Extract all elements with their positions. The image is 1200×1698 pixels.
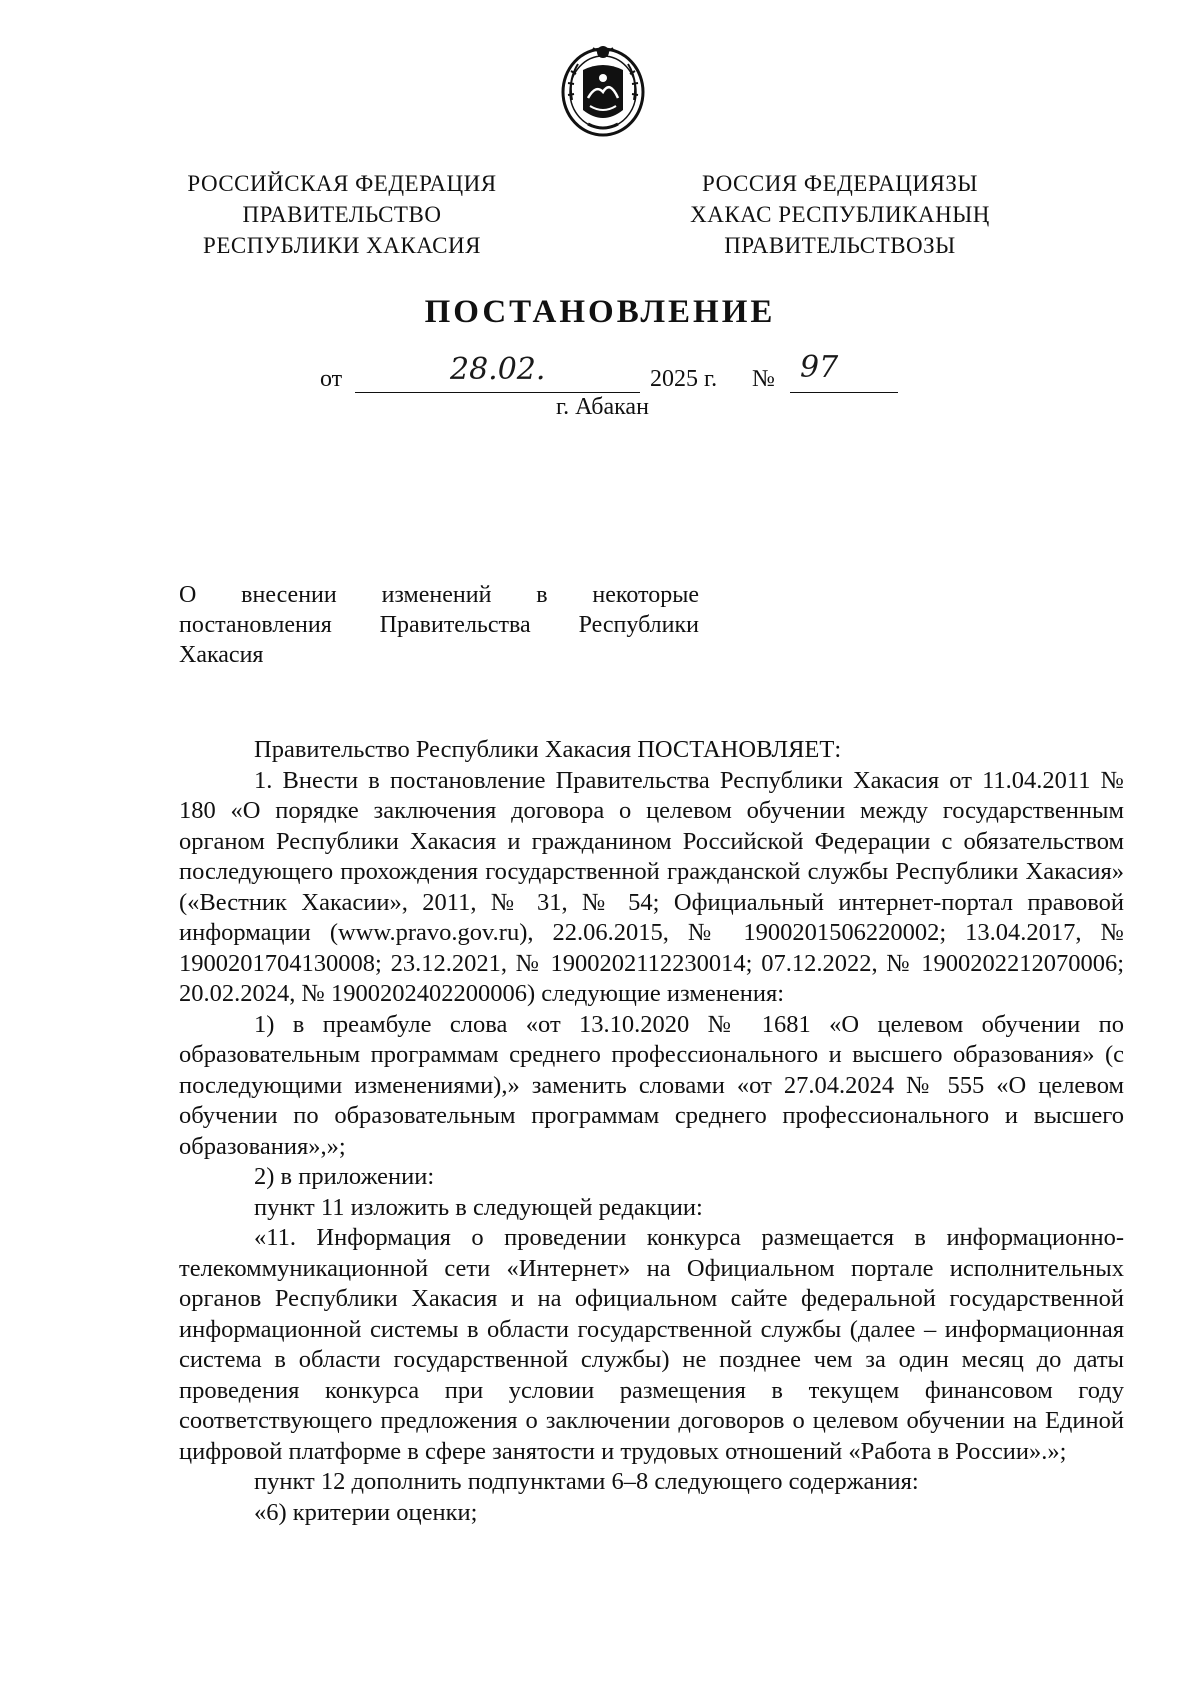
body-paragraph-subpoint-6: «6) критерии оценки; (254, 1498, 478, 1526)
body-paragraph-point-11-intro: пункт 11 изложить в следующей редакции: (254, 1193, 703, 1221)
handwritten-number: 97 (800, 350, 839, 385)
body-paragraph-preamble: Правительство Республики Хакасия ПОСТАНОВЛЯЕТ: (254, 736, 842, 763)
coat-of-arms-emblem (558, 40, 648, 138)
subject-line-3: Хакасия (179, 642, 264, 668)
header-left-block (162, 168, 522, 261)
header-right-line-2: ХАКАС РЕСПУБЛИКАНЫҢ (690, 202, 990, 227)
year-label: 2025 г. (650, 366, 718, 392)
header-right-line-3: ПРАВИТЕЛЬСТВОЗЫ (724, 233, 956, 258)
header-left-line-1: РОССИЙСКАЯ ФЕДЕРАЦИЯ (187, 171, 497, 196)
header-right-block (660, 168, 1020, 261)
subject-line-2: постановления Правительства Республики (179, 612, 699, 638)
body-paragraph-subitem-2: 2) в приложении: (254, 1163, 435, 1190)
body-paragraph-subitem-1: 1) в преамбуле слова «от 13.10.2020 № 1681 «О целевом обучении по образовательным программам среднего профессионального и высшего образования» (с последующими изменениями),» заменить словами «от 27.04.2024 № 555 «О целевом обучении по образовательным программам среднего профессионального и высшего образования»,»; (179, 1010, 1124, 1160)
body-paragraph-point-12-intro: пункт 12 дополнить подпунктами 6–8 следующего содержания: (254, 1468, 919, 1495)
body-paragraph-item-1: 1. Внести в постановление Правительства Республики Хакасия от 11.04.2011 № 180 «О порядке заключения договора о целевом обучении между государственным органом Республики Хакасия и гражданином Российской Федерации с обязательством последующего прохождения государственной гражданской службы Республики Хакасия» («Вестник Хакасии», 2011, № 31, № 54; Официальный интернет-портал правовой информации (www.pravo.gov.ru), 22.06.2015, № 1900201506220002; 13.04.2017, № 1900201704130008; 23.12.2021, № 1900202112230014; 07.12.2022, № 1900202212070006; 20.02.2024, № 1900202402200006) следующие изменения: (179, 766, 1124, 1007)
header-left-line-3: РЕСПУБЛИКИ ХАКАСИЯ (203, 233, 481, 258)
header-right-line-1: РОССИЯ ФЕДЕРАЦИЯЗЫ (702, 171, 978, 196)
from-label: от (320, 366, 343, 392)
document-subject (179, 580, 699, 670)
header-left-line-2: ПРАВИТЕЛЬСТВО (242, 202, 442, 227)
document-body (179, 735, 1124, 1528)
document-title: ПОСТАНОВЛЕНИЕ (424, 294, 776, 330)
body-paragraph-point-11-text: «11. Информация о проведении конкурса размещается в информационно-телекоммуникационной сети «Интернет» на Официальном портале исполнительных органов Республики Хакасия и на официальном сайте федеральной государственной информационной системы в области государственной службы (далее – информационная система в области государственной службы) не позднее чем за один месяц до даты проведения конкурса при условии размещения в текущем финансовом году соответствующего предложения о заключении договоров о целевом обучении на Единой цифровой платформе в сфере занятости и трудовых отношений «Работа в России».»; (179, 1224, 1124, 1465)
subject-line-1: О внесении изменений в некоторые (179, 582, 699, 608)
handwritten-date: 28.02. (450, 352, 546, 387)
city-label: г. Абакан (556, 394, 649, 420)
number-label: № (752, 366, 775, 392)
